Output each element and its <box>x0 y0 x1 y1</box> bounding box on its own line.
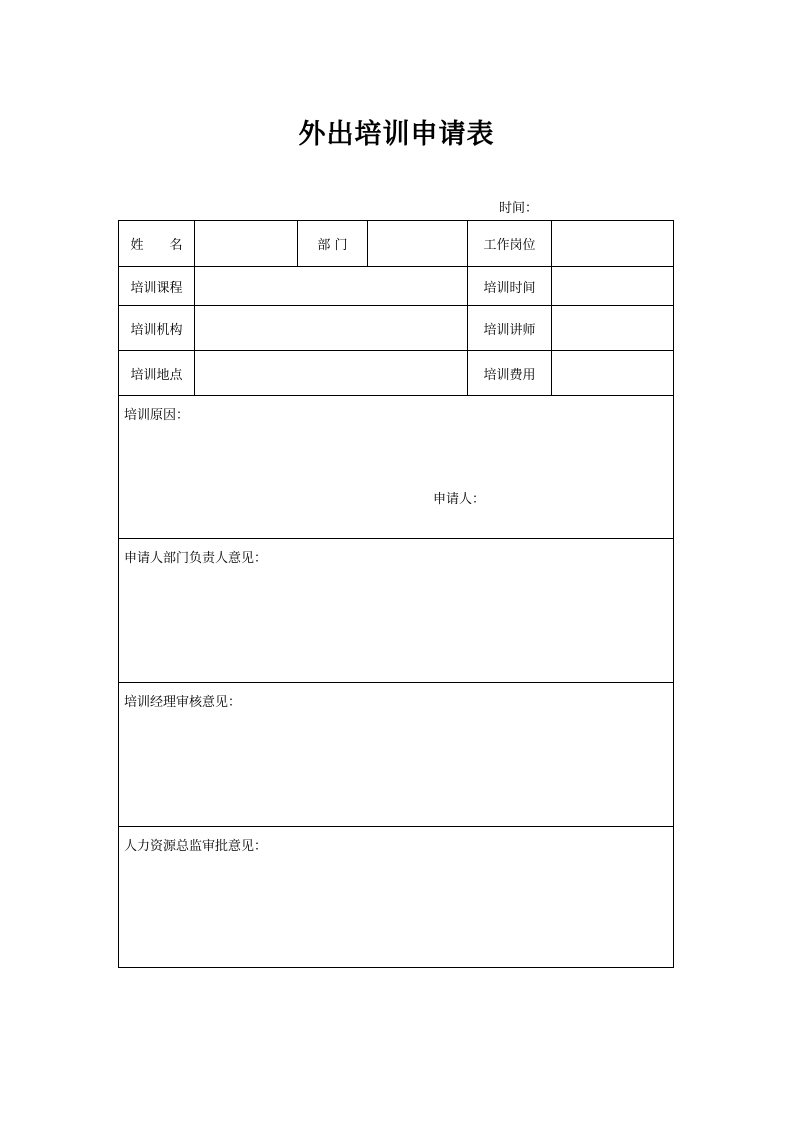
reason-label: 培训原因： <box>124 408 190 423</box>
position-label: 工作岗位 <box>468 221 552 267</box>
training-manager-opinion-section[interactable] <box>119 683 673 827</box>
application-form <box>118 220 674 968</box>
name-label: 姓 名 <box>119 221 195 267</box>
institution-field[interactable] <box>195 306 468 351</box>
institution-label: 培训机构 <box>119 306 195 351</box>
training-manager-opinion-label: 培训经理审核意见： <box>124 695 242 710</box>
position-field[interactable] <box>552 221 673 267</box>
training-time-field[interactable] <box>552 267 673 306</box>
location-field[interactable] <box>195 351 468 396</box>
form-title: 外出培训申请表 <box>298 119 495 150</box>
fee-field[interactable] <box>552 351 673 396</box>
time-label: 时间： <box>499 201 539 216</box>
hr-director-approval-section[interactable] <box>119 827 673 967</box>
dept-head-opinion-section[interactable] <box>119 539 673 683</box>
applicant-label: 申请人： <box>433 492 486 507</box>
lecturer-field[interactable] <box>552 306 673 351</box>
reason-section[interactable] <box>119 396 673 539</box>
training-time-label: 培训时间 <box>468 267 552 306</box>
fee-label: 培训费用 <box>468 351 552 396</box>
course-label: 培训课程 <box>119 267 195 306</box>
hr-director-approval-label: 人力资源总监审批意见： <box>124 839 268 854</box>
course-field[interactable] <box>195 267 468 306</box>
department-field[interactable] <box>368 221 468 267</box>
department-label: 部 门 <box>298 221 368 267</box>
name-field[interactable] <box>195 221 298 267</box>
lecturer-label: 培训讲师 <box>468 306 552 351</box>
dept-head-opinion-label: 申请人部门负责人意见： <box>124 551 268 566</box>
location-label: 培训地点 <box>119 351 195 396</box>
